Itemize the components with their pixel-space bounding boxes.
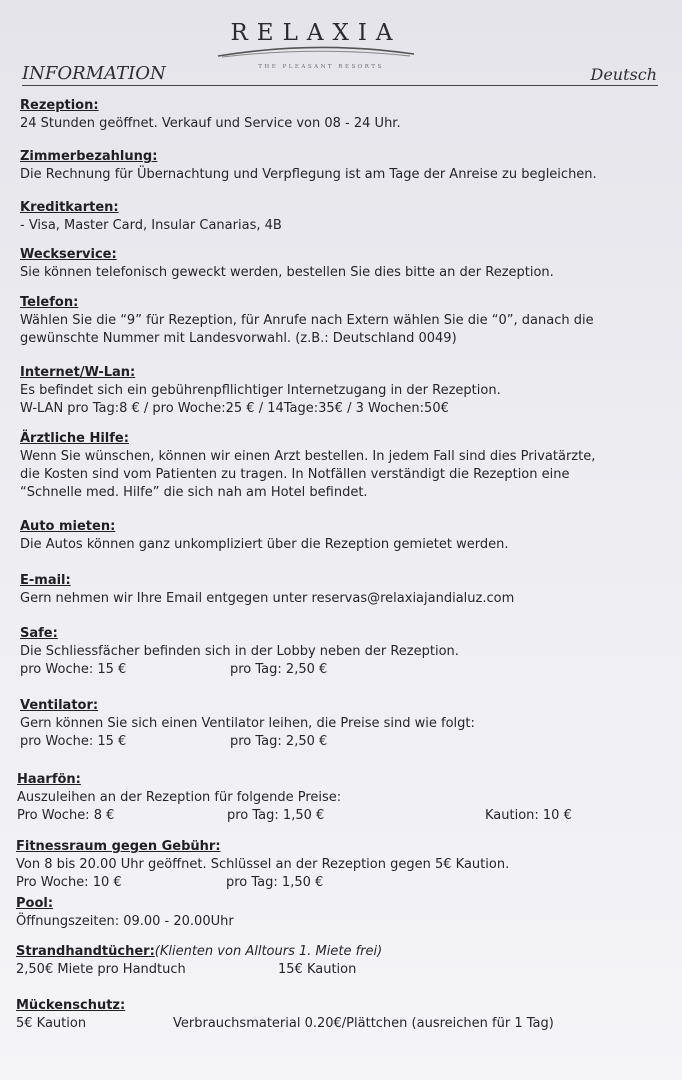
section-text: Gern können Sie sich einen Ventilator leihen, die Preise sind wie folgt:: [20, 716, 475, 731]
section-zimmerbezahlung: [20, 148, 675, 184]
section-text: Die Rechnung für Übernachtung und Verpflegung ist am Tage der Anreise zu begleichen.: [20, 167, 597, 182]
section-text: Es befindet sich ein gebührenpfllichtiger Internetzugang in der Rezeption.: [20, 383, 501, 398]
price-week: pro Woche: 15 €: [20, 662, 127, 677]
section-title: E-mail:: [20, 573, 71, 588]
section-strandhandtuecher: [16, 943, 671, 979]
price-day: pro Tag: 1,50 €: [226, 875, 324, 890]
price-day: pro Tag: 1,50 €: [227, 808, 325, 823]
price-row: [16, 1015, 671, 1033]
section-text: Von 8 bis 20.00 Uhr geöffnet. Schlüssel an der Rezeption gegen 5€ Kaution.: [16, 857, 510, 872]
section-fitnessraum: [16, 838, 671, 892]
section-title: Weckservice:: [20, 247, 117, 262]
section-kreditkarten: [20, 199, 675, 235]
section-ventilator: [20, 697, 675, 751]
section-text: die Kosten sind vom Patienten zu tragen. In Notfällen verständigt die Rezeption eine: [20, 467, 570, 482]
section-text: W-LAN pro Tag:8 € / pro Woche:25 € / 14Tage:35€ / 3 Wochen:50€: [20, 401, 449, 416]
section-title: Strandhandtücher:: [16, 944, 155, 959]
price-row: [16, 874, 671, 892]
brand-tagline: THE PLEASANT RESORTS: [258, 64, 384, 70]
section-text: - Visa, Master Card, Insular Canarias, 4B: [20, 218, 282, 233]
material-price: Verbrauchsmaterial 0.20€/Plättchen (ausreichen für 1 Tag): [173, 1016, 554, 1031]
section-title: Pool:: [16, 896, 54, 911]
section-title: Fitnessraum gegen Gebühr:: [16, 839, 221, 854]
section-aerztliche-hilfe: [20, 430, 675, 502]
section-title: Ärztliche Hilfe:: [20, 431, 129, 446]
section-text: Die Autos können ganz unkompliziert über die Rezeption gemietet werden.: [20, 537, 509, 552]
section-title: Internet/W-Lan:: [20, 365, 136, 380]
price-day: pro Tag: 2,50 €: [230, 734, 328, 749]
section-title: Auto mieten:: [20, 519, 116, 534]
section-note: (Klienten von Alltours 1. Miete frei): [154, 944, 383, 959]
price-row: [16, 961, 671, 979]
price-week: Pro Woche: 8 €: [17, 808, 115, 823]
section-text: 24 Stunden geöffnet. Verkauf und Service von 08 - 24 Uhr.: [20, 116, 401, 131]
section-title: Ventilator:: [20, 698, 99, 713]
section-telefon: [20, 294, 675, 348]
section-safe: [20, 625, 675, 679]
brand-logo: RELAXIA: [230, 20, 402, 46]
section-text: Wählen Sie die “9” für Rezeption, für Anrufe nach Extern wählen Sie die “0”, danach die: [20, 313, 594, 328]
section-rezeption: [20, 97, 675, 133]
price-row: [20, 661, 675, 679]
section-title: Rezeption:: [20, 98, 99, 113]
section-text: Die Schliessfächer befinden sich in der Lobby neben der Rezeption.: [20, 644, 459, 659]
page-title: INFORMATION: [22, 63, 166, 84]
section-weckservice: [20, 246, 675, 282]
section-title: Mückenschutz:: [16, 998, 126, 1013]
price-week: pro Woche: 15 €: [20, 734, 127, 749]
section-text: gewünschte Nummer mit Landesvorwahl. (z.B.: Deutschland 0049): [20, 331, 457, 346]
deposit: 15€ Kaution: [278, 962, 357, 977]
section-mueckenschutz: [16, 997, 671, 1033]
section-title: Safe:: [20, 626, 58, 641]
deposit: 5€ Kaution: [16, 1016, 87, 1031]
section-auto-mieten: [20, 518, 675, 554]
section-title: Kreditkarten:: [20, 200, 119, 215]
price-day: pro Tag: 2,50 €: [230, 662, 328, 677]
price-week: Pro Woche: 10 €: [16, 875, 122, 890]
language-label: Deutsch: [590, 65, 657, 84]
price-row: [20, 733, 675, 751]
towel-rent: 2,50€ Miete pro Handtuch: [16, 962, 186, 977]
section-text: Gern nehmen wir Ihre Email entgegen unter reservas@relaxiajandialuz.com: [20, 591, 515, 606]
section-text: Wenn Sie wünschen, können wir einen Arzt bestellen. In jedem Fall sind dies Privatärzte,: [20, 449, 596, 464]
section-text: Öffnungszeiten: 09.00 - 20.00Uhr: [16, 914, 234, 929]
section-email: [20, 572, 675, 608]
section-title: Telefon:: [20, 295, 79, 310]
section-internet: [20, 364, 675, 418]
section-haarfoen: [17, 771, 672, 825]
section-pool: [16, 895, 671, 931]
price-row: [17, 807, 672, 825]
logo-swoosh-icon: [216, 44, 416, 62]
section-text: Auszuleihen an der Rezeption für folgende Preise:: [17, 790, 342, 805]
section-text: Sie können telefonisch geweckt werden, bestellen Sie dies bitte an der Rezeption.: [20, 265, 554, 280]
deposit: Kaution: 10 €: [485, 808, 572, 823]
section-text: “Schnelle med. Hilfe” die sich nah am Hotel befindet.: [20, 485, 368, 500]
header-divider: [22, 85, 658, 86]
section-title: Haarfön:: [17, 772, 81, 787]
section-title: Zimmerbezahlung:: [20, 149, 158, 164]
